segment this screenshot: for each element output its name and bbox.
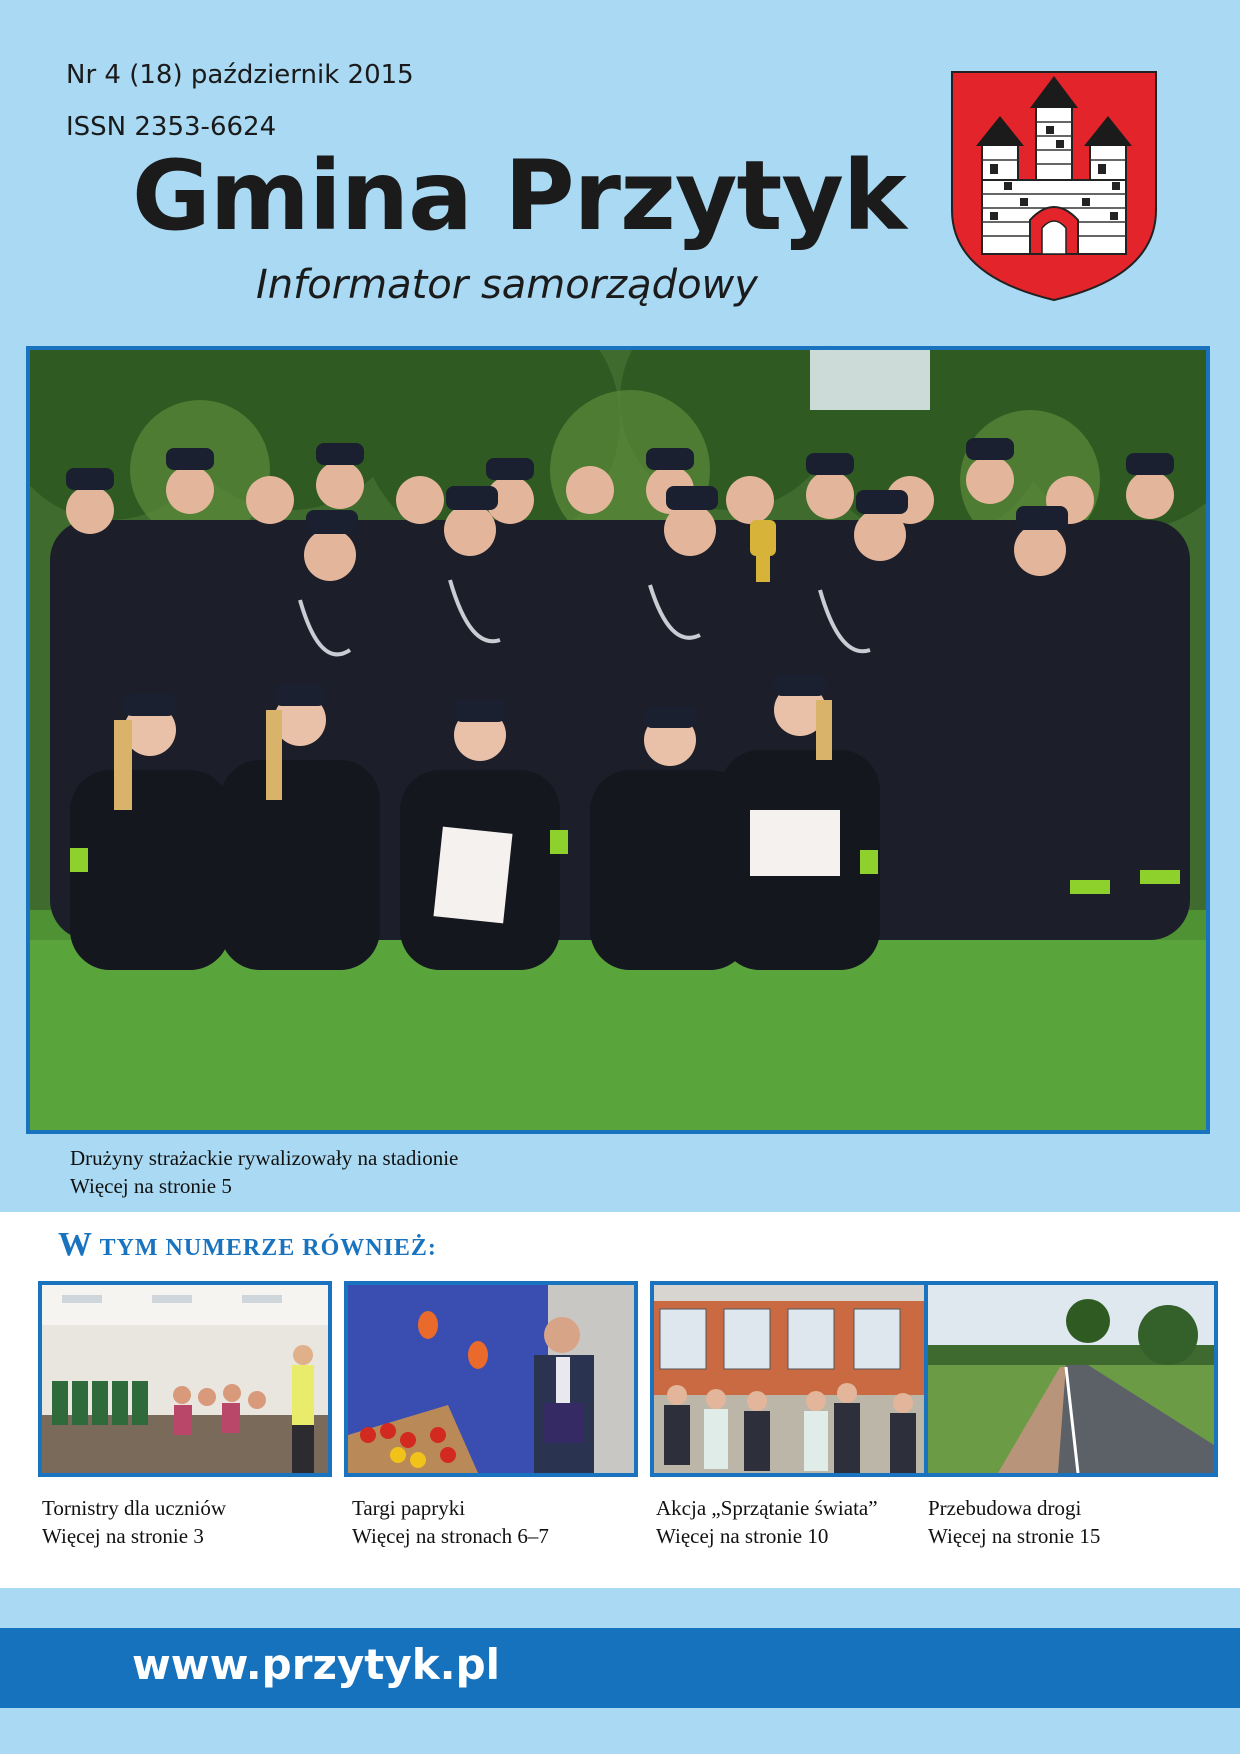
thumb-photo-cleanup — [650, 1281, 944, 1477]
masthead-title: Gmina Przytyk — [132, 140, 906, 252]
hero-caption — [70, 1144, 458, 1200]
issn-number: ISSN 2353-6624 — [66, 112, 277, 142]
thumb-caption-backpacks — [42, 1494, 226, 1550]
hero-photo — [26, 346, 1210, 1134]
website-link[interactable]: www.przytyk.pl — [132, 1640, 501, 1689]
inside-heading-initial: W — [58, 1226, 93, 1263]
issue-number: Nr 4 (18) październik 2015 — [66, 60, 414, 90]
thumb-caption-more: Więcej na stronie 10 — [656, 1524, 829, 1548]
hero-caption-more: Więcej na stronie 5 — [70, 1174, 232, 1198]
thumb-caption-title: Targi papryki — [352, 1496, 466, 1520]
thumb-caption-more: Więcej na stronie 15 — [928, 1524, 1101, 1548]
thumb-photo-pepper-fair — [344, 1281, 638, 1477]
thumb-caption-more: Więcej na stronach 6–7 — [352, 1524, 549, 1548]
inside-heading — [58, 1226, 437, 1264]
thumb-caption-title: Akcja „Sprzątanie świata” — [656, 1496, 878, 1520]
hero-caption-title: Drużyny strażackie rywalizowały na stadionie — [70, 1146, 459, 1170]
coat-of-arms-castle-icon — [950, 70, 1158, 302]
thumb-photo-backpacks — [38, 1281, 332, 1477]
masthead-subtitle: Informator samorządowy — [256, 262, 758, 308]
thumb-photo-road — [924, 1281, 1218, 1477]
thumb-caption-more: Więcej na stronie 3 — [42, 1524, 204, 1548]
thumb-caption-title: Przebudowa drogi — [928, 1496, 1082, 1520]
thumb-caption-title: Tornistry dla uczniów — [42, 1496, 226, 1520]
thumb-caption-cleanup — [656, 1494, 878, 1550]
thumb-caption-road — [928, 1494, 1100, 1550]
inside-heading-rest: TYM NUMERZE RÓWNIEŻ: — [93, 1235, 437, 1261]
thumb-caption-pepper-fair — [352, 1494, 549, 1550]
